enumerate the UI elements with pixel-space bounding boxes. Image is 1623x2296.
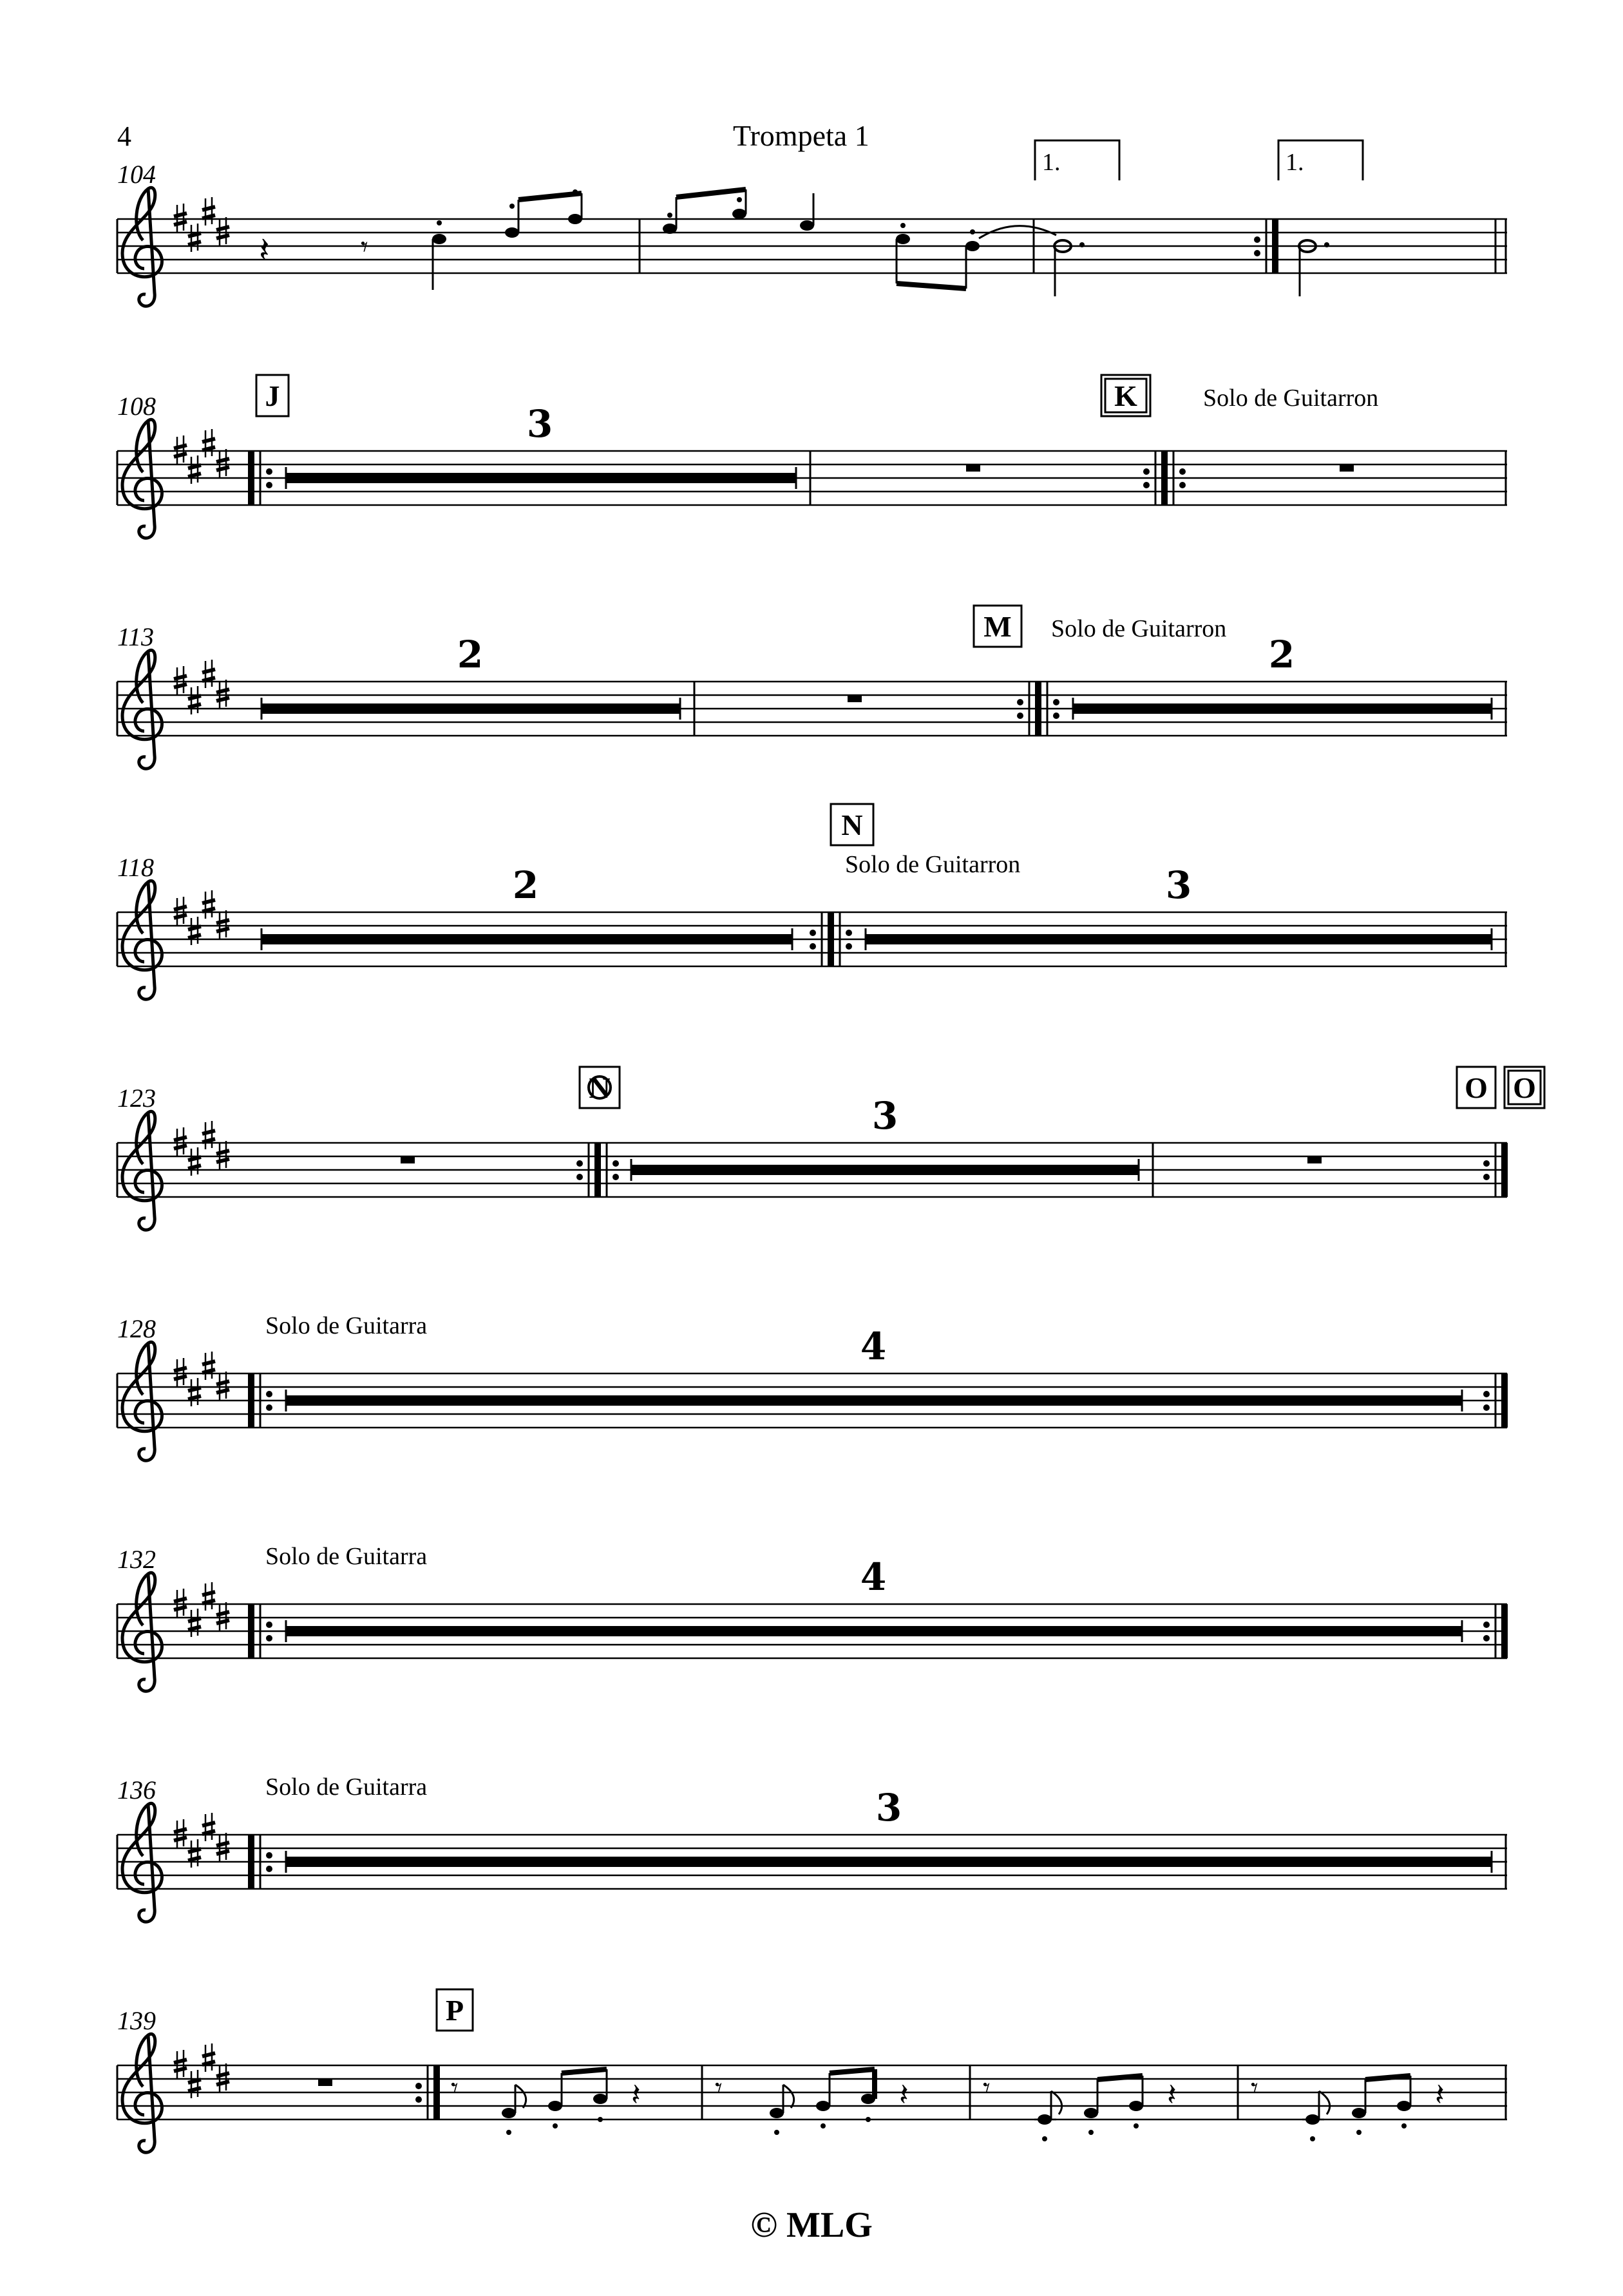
svg-text:2: 2 [457, 633, 484, 676]
svg-text:O: O [1513, 1071, 1536, 1104]
system-139 [117, 1989, 1507, 2152]
svg-text:O: O [1465, 1071, 1488, 1104]
rehearsal-mark-O [1457, 1067, 1495, 1108]
measure-number: 139 [117, 2006, 156, 2035]
rehearsal-mark-N-overlap [580, 1067, 620, 1108]
whole-rest [966, 465, 980, 472]
multi-measure-rest [286, 1555, 1462, 1642]
multi-measure-rest [286, 1325, 1462, 1411]
system-136 [117, 1774, 1507, 1922]
measure-number: 113 [117, 622, 155, 651]
key-signature [174, 1121, 229, 1176]
volta-first [1035, 140, 1119, 180]
system-108 [117, 375, 1507, 538]
svg-text:J: J [265, 379, 280, 412]
system-104 [117, 140, 1507, 306]
measure-number: 123 [117, 1084, 156, 1113]
notes-m107 [1299, 240, 1329, 296]
treble-clef-icon [122, 419, 162, 538]
annotation-solo: Solo de Guitarron [1203, 385, 1379, 412]
svg-text:2: 2 [1268, 633, 1295, 676]
rehearsal-mark-M [974, 606, 1021, 647]
key-signature [174, 429, 229, 484]
svg-text:4: 4 [860, 1325, 887, 1368]
rehearsal-mark-K [1101, 375, 1150, 416]
system-128 [117, 1312, 1507, 1460]
measure-number: 132 [117, 1545, 156, 1574]
key-signature [174, 890, 229, 945]
svg-text:K: K [1114, 379, 1137, 412]
annotation-solo: Solo de Guitarra [265, 1774, 428, 1801]
measure-number: 118 [117, 853, 155, 882]
key-signature [174, 1582, 229, 1637]
page-number: 4 [117, 120, 131, 152]
svg-text:3: 3 [1165, 863, 1192, 907]
measure-number: 104 [117, 160, 156, 189]
svg-text:P: P [445, 1994, 464, 2027]
svg-text:𝄽: 𝄽 [1167, 2077, 1177, 2113]
whole-rest [1307, 1157, 1322, 1163]
rehearsal-mark-O-overlap [1504, 1067, 1544, 1108]
svg-text:3: 3 [871, 1094, 898, 1138]
svg-text:4: 4 [860, 1555, 887, 1599]
measure-number: 136 [117, 1775, 156, 1804]
svg-text:1.: 1. [1286, 149, 1304, 176]
treble-clef-icon [122, 881, 162, 999]
staff-lines [117, 2065, 1507, 2119]
svg-text:𝄾: 𝄾 [1251, 2072, 1258, 2105]
svg-text:3: 3 [875, 1786, 902, 1830]
svg-text:1.: 1. [1042, 149, 1061, 176]
whole-rest [1340, 465, 1354, 472]
svg-text:𝄾: 𝄾 [361, 231, 368, 263]
measure-number: 108 [117, 392, 156, 421]
volta-second [1278, 140, 1363, 180]
key-signature [174, 1352, 229, 1406]
part-title: Trompeta 1 [733, 119, 869, 152]
treble-clef-icon [122, 1573, 162, 1691]
rehearsal-mark-P [437, 1989, 473, 2031]
measure-number: 128 [117, 1314, 156, 1343]
svg-text:𝄾: 𝄾 [983, 2072, 991, 2105]
notes-m106 [1054, 240, 1085, 296]
treble-clef-icon [122, 2034, 162, 2152]
annotation-solo: Solo de Guitarra [265, 1543, 428, 1570]
multi-measure-rest [1073, 633, 1492, 720]
svg-text:𝄾: 𝄾 [451, 2072, 459, 2105]
rehearsal-mark-N [831, 804, 873, 845]
multi-measure-rest [286, 1786, 1492, 1873]
svg-text:𝄽: 𝄽 [899, 2077, 909, 2113]
multi-measure-rest [631, 1094, 1139, 1181]
rehearsal-mark-J [256, 375, 289, 416]
key-signature [174, 660, 229, 714]
multi-measure-rest [261, 863, 792, 950]
system-132 [117, 1543, 1507, 1691]
svg-text:𝄽: 𝄽 [259, 229, 270, 270]
system-113 [117, 606, 1507, 769]
svg-text:M: M [983, 610, 1012, 643]
treble-clef-icon [122, 1111, 162, 1230]
annotation-solo: Solo de Guitarron [1051, 615, 1227, 642]
key-signature [174, 1813, 229, 1868]
key-signature [174, 2043, 229, 2098]
treble-clef-icon [122, 650, 162, 769]
svg-text:N: N [589, 1071, 611, 1104]
annotation-solo: Solo de Guitarron [845, 851, 1021, 878]
whole-rest [318, 2080, 332, 2086]
system-118 [117, 804, 1507, 999]
multi-measure-rest [261, 633, 680, 720]
multi-measure-rest [286, 402, 796, 489]
copyright: © MLG [750, 2205, 873, 2245]
treble-clef-icon [122, 187, 162, 306]
annotation-solo: Solo de Guitarra [265, 1312, 428, 1339]
svg-text:𝄽: 𝄽 [1435, 2077, 1445, 2113]
notes-m104 [259, 189, 582, 290]
svg-text:2: 2 [512, 863, 539, 907]
svg-text:𝄾: 𝄾 [715, 2072, 723, 2105]
system-123 [117, 1067, 1544, 1230]
whole-rest [848, 696, 862, 702]
key-signature [174, 197, 229, 252]
svg-text:3: 3 [526, 402, 553, 446]
svg-text:N: N [841, 808, 863, 841]
whole-rest [401, 1157, 415, 1163]
treble-clef-icon [122, 1803, 162, 1922]
svg-text:𝄽: 𝄽 [631, 2077, 641, 2113]
treble-clef-icon [122, 1342, 162, 1460]
